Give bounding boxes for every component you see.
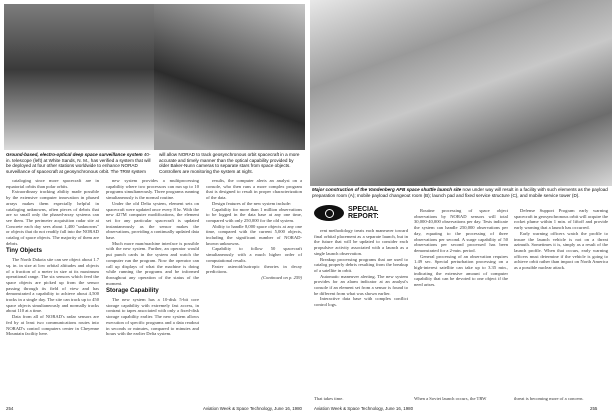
paragraph: Defense Support Program early warning spacecraft in geosynchronous orbit will acquire the rocket plume within 1 min. of liftoff and provide early warning that a launch has occurred. (514, 208, 608, 231)
special-report-logo (314, 205, 382, 221)
paragraph: Extraordinary tracking ability made possible by the extensive computer innovation in phased arrays makes them especially helpful in cataloging unknowns, often pieces of debris that are so small only the phased-array systems can see them. The perimeter acquisition radar site at Concrete each day sees about 1,400 "unknowns" or objects that do not readily fall into the NORAD catalog of space objects. The majority of them are debris. (6, 189, 99, 246)
bullet-item: Automatic maneuver alerting. The new system provides for an alarm indicator at an analyst's console if an element set from a sensor is found to be different from what was shown earlier. (314, 273, 408, 296)
paragraph: Much more man/machine interface is possible with the new system. Further, an operator would put punch cards in the system and watch the computer run the program. Now the operator can call up displays of what the machine is doing while running the programs and be informed throughout any operation of the status of the moment. (106, 240, 199, 286)
globe-icon (314, 205, 344, 221)
control-room-photo (154, 4, 305, 150)
right-last-line-2: When a Soviet launch occurs, the TRW (414, 396, 487, 401)
caption-lead: Ground-based, electro-optical deep space surveillance system (6, 152, 143, 157)
bullet-item: Capability for more than 1 million observations to be logged in the data base at any one time, compared with only 250,000 for the old system. (206, 206, 302, 223)
bullet-item: Capability to follow 50 spacecraft simultaneously with a much higher order of computational results. (206, 246, 302, 263)
bullet-item: Ability to handle 8,000 space objects at any one time, compared with the current 5,000 objects, including the significant number of NORAD-known unknowns. (206, 223, 302, 246)
right-column-2 (414, 208, 508, 288)
left-column-2 (106, 178, 199, 337)
right-column-1 (314, 228, 408, 308)
paragraph: The North Dakota site can see object about 1.7 sq. in. in size at low orbital altitudes and objects of a fraction of a meter in size at its maximum operational range. The six sensors which feed the space objects are picked up from the sensor passing through its field of view and has demonstrated a capability to achieve about 4,500 tracks in a single day. The site can track up to 450 space objects simultaneously and normally tracks about 110 at a time. (6, 257, 99, 314)
right-last-line-3: threat is becoming more of a concern. (514, 396, 584, 401)
right-page-number: 255 (590, 406, 598, 411)
paragraph: new system provides a multiprocessing capability where two processors can run up to 10 programs simultaneously. Three programs running simultaneously is the normal routine. (106, 178, 199, 201)
paragraph: Design features of the new system include: (212, 200, 292, 206)
section-heading: Storage Capability (106, 288, 159, 295)
paragraph: results, the computer alerts an analyst on a console, who then runs a more complex program that is designed to result in proper characterization of the data. (206, 178, 302, 201)
continued-note: (Continued on p. 259) (261, 274, 302, 280)
caption-lead: Major construction of the Vandenberg AFB space shuttle launch site (312, 187, 462, 192)
left-page-number: 254 (6, 406, 14, 411)
paragraph: cataloging since more spacecraft are in equatorial orbits than polar orbits. (6, 178, 99, 189)
launch-site-photo (310, 0, 612, 186)
left-photo-caption (6, 152, 304, 174)
section-heading: Tiny Objects (6, 248, 42, 255)
paragraph: Data from all of NORAD's radar sensors are fed by at least two communications routes into NORAD's control computers center in Cheyenne Mountain facility here. (6, 314, 99, 337)
right-last-line-1: That takes time. (314, 396, 344, 401)
paragraph: Under the old Delta system, element sets on spacecraft were updated once every 8 hr. With the new 427M computer modifications, the element set for any particular spacecraft is updated instantaneously as the sensor makes the observations, providing a continually updated data base. (106, 200, 199, 241)
paragraph: General processing of an observation requires 1.49 sec. Special perturbation processing on a high-interest satellite can take up to 3.35 min., indicating the extensive amount of computer capability that can be devoted to one object if the need arises. (414, 253, 508, 288)
telescope-photo (4, 4, 154, 150)
left-column-1 (6, 178, 99, 337)
special-report-title: SPECIAL REPORT: (348, 206, 379, 220)
bullet-item: Faster asteroid/isotropic theories in decay predictions. (206, 263, 302, 275)
paragraph: The new system has a 10-disk 5-bit core storage capability with extremely fast access, in contrast to tapes associated with only a fixed-disk storage capability earlier. The new system allows execution of specific programs and a data readout in seconds or minutes, compared to minutes and hours with the earlier Delta system. (106, 297, 199, 337)
paragraph: Routine processing of space object observations by NORAD sensors will total 30,000-40,000 observations per day. Tests indicate the system can handle 250,000 observations per day, equating to the processing of three observations per second. A surge capability of 50 observations per second processed has been demonstrated for a 2-min. period. (414, 208, 508, 253)
paragraph: Early warning officers watch the profile to insure the launch vehicle is not on a threat azimuth. Sometimes it is, simply as a result of the launch profile. When that occurs, early warning officers must determine if the vehicle is going to achieve orbit rather than impact on North America as a possible nuclear attack. (514, 230, 608, 271)
bullet-item: Breakup processing programs that are used to catalog properly debris resulting from the breakup of a satellite in orbit. (314, 256, 408, 273)
caption-text: now under way will result in a facility with such elements as the payload preparation room (A); mobile payload changeout room (B); launch pad and fixed service structure (C), and mobile service tower (D). (312, 187, 608, 198)
left-column-3 (206, 178, 302, 281)
paragraph: rent methodology treats each maneuver toward final orbital placement as a separate launch, but in the future that will be updated to consider each propulsive activity associated with a launch as a single launch observation. (314, 228, 408, 256)
right-footer: Aviation Week & Space Technology, June 16, 1980 (314, 406, 414, 411)
right-column-3 (514, 208, 608, 271)
left-footer: Aviation Week & Space Technology, June 16, 1980 (202, 406, 302, 411)
caption-text: 40-in. telescope (left) at White Sands, N. M., has verified a system that will be deployed at four other stations worldwide to enhance NORAD surveillance of spacecraft at geosynchronous orbit. The TRW system will allow NORAD to track geosynchronous orbit spacecraft in a more accurate and timely manner than the optical capability provided by older Baker-Nunn cameras to separate stars from space objects. Controllers are monitoring the system at night. (6, 152, 300, 174)
right-photo-caption (312, 187, 608, 198)
bullet-item: Interactive data base with complex conflict control logs. (314, 296, 408, 308)
